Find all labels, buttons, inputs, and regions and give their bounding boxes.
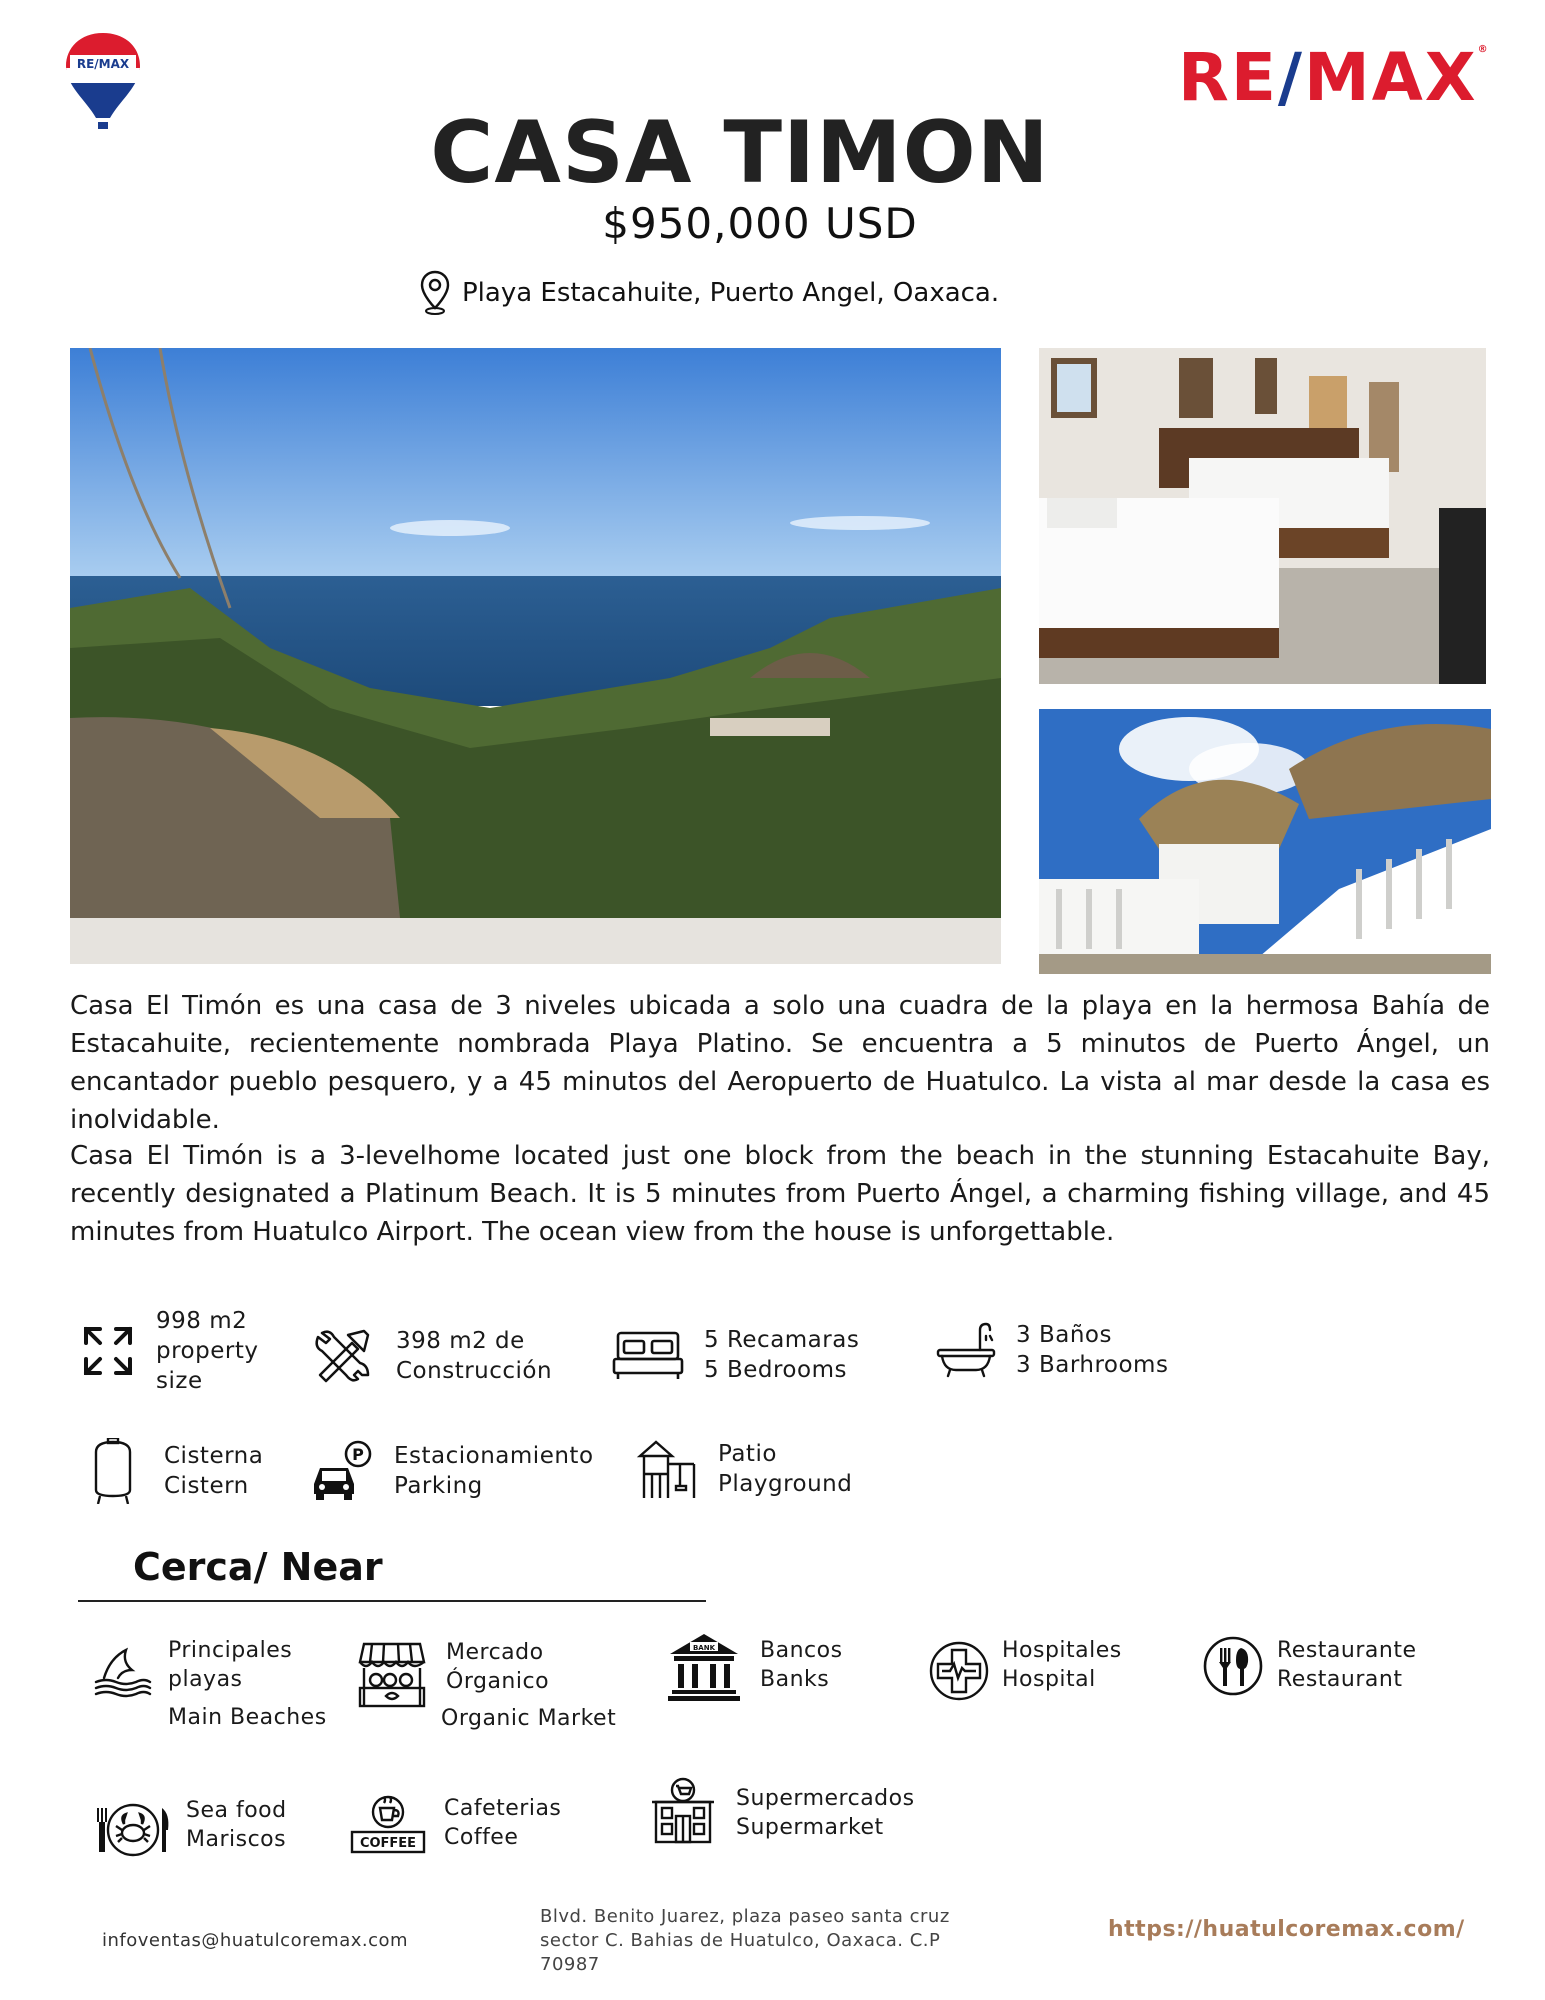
feature-cistern [92,1438,263,1504]
bedroom-photo [1039,348,1486,684]
near-line: Restaurant [1277,1667,1403,1692]
feature-line: 5 Recamaras [704,1327,860,1353]
feature-line: Cistern [164,1473,249,1499]
hospital-cross-icon [928,1640,990,1702]
feature-line: property [156,1338,259,1364]
feature-line: Patio [718,1441,777,1467]
expand-arrows-icon [80,1323,136,1379]
svg-text:P: P [352,1445,364,1464]
restaurant-icon [1203,1636,1263,1696]
coffee-sign: COFFEE [359,1836,417,1851]
near-line: Restaurante [1277,1638,1417,1663]
market-stall-icon [358,1640,426,1710]
near-line: Bancos [760,1638,843,1663]
description-english: Casa El Timón is a 3-levelhome located just one block from the beach in the stunning Estacahuite Bay, recently designated a Platinum Beach. It is 5 minutes from Puerto Ángel, a charming fishing village, and 45 minutes from Huatulco Airport. The ocean view from the house is unforgettable. [70,1141,1490,1247]
feature-construction [312,1325,552,1387]
feature-bedrooms [612,1325,859,1385]
footer-email[interactable]: infoventas@huatulcoremax.com [102,1930,409,1951]
feature-line: Playground [718,1471,853,1497]
feature-line: 3 Baños [1016,1322,1112,1348]
bank-sign: BANK [692,1644,716,1652]
near-divider [78,1600,706,1602]
near-line: Supermercados [736,1786,915,1811]
price: $950,000 USD [602,199,918,248]
page-title: CASA TIMON [430,103,1050,203]
feature-property-size [80,1306,258,1396]
feature-line: Construcción [396,1358,553,1384]
near-extra: Organic Market [441,1706,617,1731]
location [420,270,999,316]
feature-line: 398 m2 de [396,1328,525,1354]
near-line: Mercado [446,1640,544,1665]
parking-car-icon [310,1440,374,1502]
terrace-photo [1039,709,1491,974]
wordmark-left: RE [1178,39,1278,116]
remax-wordmark: RE/MAX® [1178,39,1490,116]
location-text: Playa Estacahuite, Puerto Angel, Oaxaca. [462,278,1000,308]
water-tank-icon [92,1438,134,1504]
feature-line: 998 m2 [156,1308,248,1334]
wordmark-slash: / [1277,39,1305,116]
near-line: Cafeterias [444,1796,562,1821]
near-line: Principales [168,1638,293,1663]
near-line: Hospitales [1002,1638,1122,1663]
near-line: Supermarket [736,1815,884,1840]
feature-line: Parking [394,1473,483,1499]
map-pin-icon [420,270,450,316]
playground-icon [636,1438,698,1500]
near-line: Mariscos [186,1827,287,1852]
seafood-crab-icon [94,1800,172,1860]
near-line: Coffee [444,1825,519,1850]
feature-playground [636,1438,852,1500]
description-spanish: Casa El Timón es una casa de 3 niveles ubicada a solo una cuadra de la playa en la hermosa Bahía de Estacahuite, recientemente nombrada Playa Platino. Se encuentra a 5 minutos de Puerto Ángel, un encantador pueblo pesquero, y a 45 minutos del Aeropuerto de Huatulco. La vista al mar desde la casa es inolvidable. [70,991,1490,1135]
tools-icon [312,1325,374,1387]
near-line: Banks [760,1667,830,1692]
feature-parking [310,1440,594,1502]
bathtub-icon [936,1320,996,1380]
bank-icon [668,1632,740,1702]
bed-icon [612,1327,684,1383]
feature-line: Estacionamiento [394,1443,594,1469]
coffee-icon [350,1794,426,1856]
beach-wave-icon [92,1644,152,1700]
feature-line: size [156,1368,203,1394]
supermarket-icon [650,1776,716,1846]
feature-line: 5 Bedrooms [704,1357,847,1383]
feature-bathrooms [936,1320,1168,1380]
feature-line: 3 Barhrooms [1016,1352,1169,1378]
near-line: Hospital [1002,1667,1096,1692]
ocean-view-photo [70,348,1001,964]
footer-website-link[interactable]: https://huatulcoremax.com/ [1108,1917,1465,1942]
near-line: Órganico [446,1669,550,1694]
near-section-title: Cerca/ Near [133,1545,383,1589]
near-line: Sea food [186,1798,287,1823]
balloon-text: RE/MAX [76,57,130,71]
near-line: playas [168,1667,243,1692]
near-extra: Main Beaches [168,1705,327,1730]
footer-address: Blvd. Benito Juarez, plaza paseo santa cruz sector C. Bahias de Huatulco, Oaxaca. C.P 70987 [540,1906,950,1975]
wordmark-right: MAX [1304,39,1478,116]
feature-line: Cisterna [164,1443,264,1469]
